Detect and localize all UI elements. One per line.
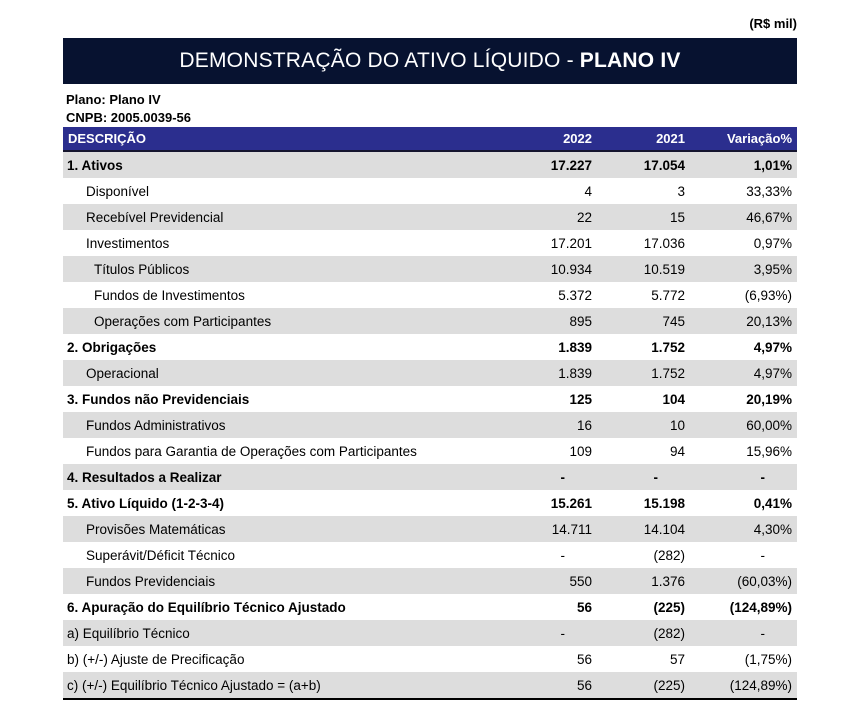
- cell-2022: 56: [576, 599, 592, 615]
- column-header-descricao: DESCRIÇÃO: [63, 127, 487, 151]
- cell-variation: 0,97%: [753, 235, 792, 251]
- cell-variation: 15,96%: [746, 443, 792, 459]
- cell-label: Fundos Administrativos: [86, 417, 226, 433]
- cell-variation: 20,19%: [746, 391, 792, 407]
- cell-variation: 1,01%: [753, 157, 792, 173]
- net-asset-statement-table: [63, 127, 797, 700]
- column-header-2021: 2021: [597, 127, 690, 151]
- cell-label: Operações com Participantes: [94, 313, 272, 329]
- cell-2021: 10.519: [643, 261, 685, 277]
- cell-variation: 46,67%: [746, 209, 792, 225]
- table-row: [63, 178, 797, 204]
- table-row: [63, 464, 797, 490]
- cell-2021: 57: [669, 651, 685, 667]
- table-row: [63, 334, 797, 360]
- table-row: [63, 568, 797, 594]
- cell-variation: -: [760, 469, 765, 485]
- cell-2022: 17.227: [550, 157, 592, 173]
- cell-2022: 1.839: [558, 365, 592, 381]
- cell-2022: 16: [576, 417, 592, 433]
- cell-variation: (6,93%): [744, 287, 792, 303]
- cell-2021: 15: [669, 209, 685, 225]
- cell-2022: 125: [569, 391, 592, 407]
- cell-variation: (60,03%): [737, 573, 792, 589]
- cell-variation: 33,33%: [746, 183, 792, 199]
- table-header-row: [63, 127, 797, 151]
- cell-variation: 4,30%: [753, 521, 792, 537]
- page-title-plan: PLANO IV: [579, 49, 681, 72]
- table-row: [63, 412, 797, 438]
- cell-label: Fundos Previdenciais: [86, 573, 216, 589]
- plan-info: [63, 91, 797, 127]
- cell-label: 5. Ativo Líquido (1-2-3-4): [67, 495, 225, 511]
- title-banner: [63, 38, 797, 84]
- cell-label: Fundos para Garantia de Operações com Participantes: [86, 443, 417, 459]
- table-row: [63, 516, 797, 542]
- cell-2022: 17.201: [550, 235, 592, 251]
- cell-2021: (225): [597, 672, 690, 699]
- cell-2022: 4: [584, 183, 592, 199]
- table-row: [63, 230, 797, 256]
- table-row: [63, 360, 797, 386]
- cell-2022: 10.934: [550, 261, 592, 277]
- cell-label: Disponível: [86, 183, 150, 199]
- cell-label: 3. Fundos não Previdenciais: [67, 391, 250, 407]
- cell-2021: 3: [677, 183, 685, 199]
- cell-label: Provisões Matemáticas: [86, 521, 226, 537]
- cell-2022: -: [560, 625, 565, 641]
- cell-variation: 20,13%: [746, 313, 792, 329]
- cell-variation: -: [760, 547, 765, 563]
- table-row: [63, 620, 797, 646]
- table-row: [63, 386, 797, 412]
- cell-2021: 1.752: [651, 365, 685, 381]
- cell-2022: 895: [569, 313, 592, 329]
- cell-variation: -: [760, 625, 765, 641]
- cell-label: Títulos Públicos: [94, 261, 190, 277]
- cell-label: Investimentos: [86, 235, 170, 251]
- cell-2021: 15.198: [643, 495, 685, 511]
- cell-variation: 4,97%: [753, 365, 792, 381]
- cell-2021: (225): [653, 599, 685, 615]
- cell-2021: (282): [653, 625, 685, 641]
- cell-2022: 22: [576, 209, 592, 225]
- cell-label: Superávit/Déficit Técnico: [86, 547, 236, 563]
- cell-variation: 3,95%: [753, 261, 792, 277]
- table-row: [63, 282, 797, 308]
- cell-2021: 104: [662, 391, 685, 407]
- plan-cnpb: CNPB: 2005.0039-56: [66, 110, 192, 125]
- cell-variation: 60,00%: [746, 417, 792, 433]
- cell-2021: 5.772: [651, 287, 685, 303]
- cell-2021: 94: [669, 443, 685, 459]
- cell-variation: 0,41%: [753, 495, 792, 511]
- cell-2022: 56: [576, 651, 592, 667]
- cell-2021: 14.104: [643, 521, 685, 537]
- table-row: [63, 256, 797, 282]
- column-header-variacao: Variação%: [690, 127, 797, 151]
- cell-label: Recebível Previdencial: [86, 209, 224, 225]
- cell-2021: 1.752: [651, 339, 685, 355]
- cell-2022: 14.711: [551, 521, 592, 537]
- cell-2022: 1.839: [558, 339, 592, 355]
- cell-2021: -: [653, 469, 658, 485]
- cell-2021: 10: [669, 417, 685, 433]
- cell-label: c) (+/-) Equilíbrio Técnico Ajustado = (a+b): [63, 672, 487, 699]
- cell-variation: (1,75%): [744, 651, 792, 667]
- table-row: [63, 204, 797, 230]
- page-title: DEMONSTRAÇÃO DO ATIVO LÍQUIDO -: [179, 49, 580, 72]
- table-row: [63, 490, 797, 516]
- table-row: [63, 594, 797, 620]
- cell-variation: 4,97%: [753, 339, 792, 355]
- cell-2022: -: [560, 469, 565, 485]
- cell-label: 1. Ativos: [67, 157, 123, 173]
- cell-2022: 15.261: [550, 495, 592, 511]
- cell-2021: 1.376: [651, 573, 685, 589]
- cell-2022: 550: [569, 573, 592, 589]
- cell-variation: (124,89%): [690, 672, 797, 699]
- table-row: [63, 438, 797, 464]
- cell-2022: 5.372: [558, 287, 592, 303]
- column-header-2022: 2022: [487, 127, 597, 151]
- report-page: [63, 0, 797, 700]
- cell-label: b) (+/-) Ajuste de Precificação: [67, 651, 245, 667]
- table-row: [63, 308, 797, 334]
- cell-label: Fundos de Investimentos: [94, 287, 245, 303]
- cell-label: 4. Resultados a Realizar: [67, 469, 222, 485]
- cell-label: 2. Obrigações: [67, 339, 157, 355]
- table-row: [63, 672, 797, 699]
- cell-2022: 109: [569, 443, 592, 459]
- unit-label: (R$ mil): [749, 16, 797, 31]
- cell-2021: 17.036: [643, 235, 685, 251]
- table-row: [63, 151, 797, 178]
- cell-2021: (282): [653, 547, 685, 563]
- table-row: [63, 646, 797, 672]
- cell-2021: 745: [662, 313, 685, 329]
- plan-name: Plano: Plano IV: [66, 92, 161, 107]
- cell-2022: -: [560, 547, 565, 563]
- cell-label: a) Equilíbrio Técnico: [67, 625, 190, 641]
- cell-label: 6. Apuração do Equilíbrio Técnico Ajustado: [67, 599, 346, 615]
- cell-2022: 56: [487, 672, 597, 699]
- cell-variation: (124,89%): [729, 599, 792, 615]
- table-row: [63, 542, 797, 568]
- cell-label: Operacional: [86, 365, 159, 381]
- cell-2021: 17.054: [643, 157, 685, 173]
